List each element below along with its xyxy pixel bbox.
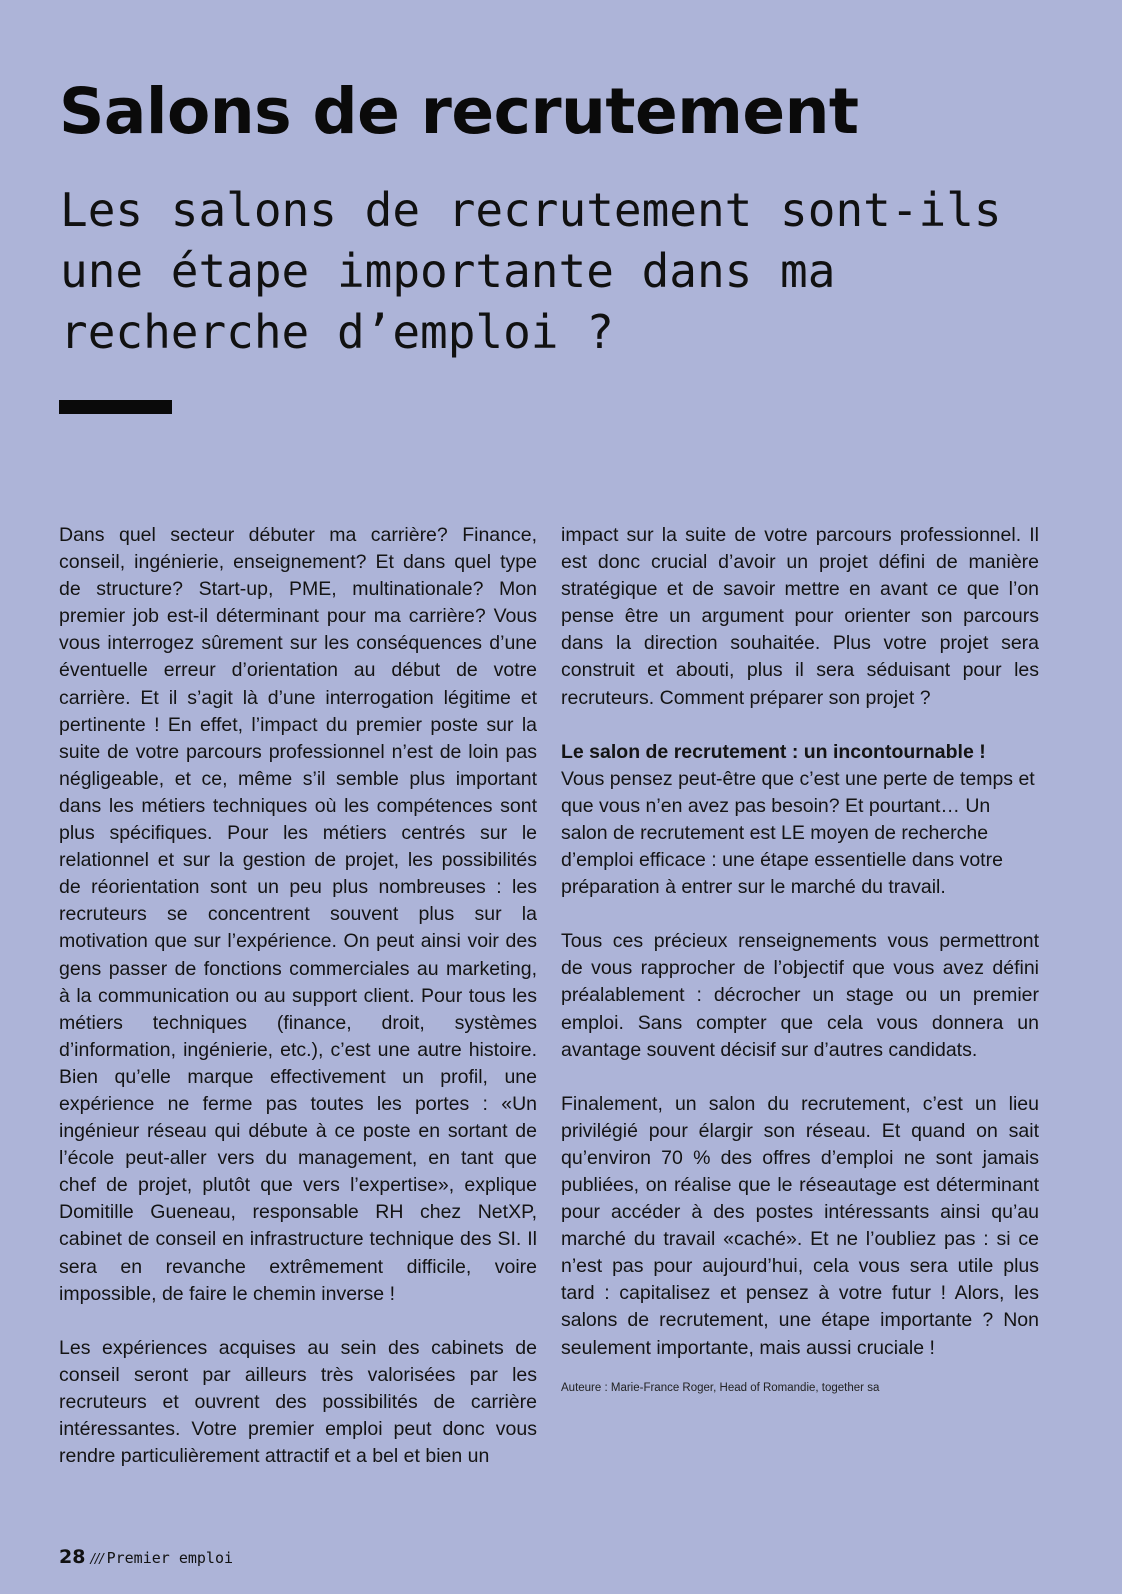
author-credit: Auteure : Marie-France Roger, Head of Romandie, together sa bbox=[561, 1381, 880, 1394]
page-title: Salons de recrutement bbox=[59, 75, 859, 148]
article-column-left bbox=[59, 522, 537, 1470]
article-paragraph: Tous ces précieux renseignements vous permettront de vous rapprocher de l’objectif que vous avez défini préalablement : décrocher un stage ou un premier emploi. Sans compter que cela vous donnera un avantage souvent décisif sur d’autres candidats. bbox=[561, 930, 1039, 1061]
footer-separator: /// bbox=[90, 1552, 104, 1567]
article-section bbox=[561, 739, 1039, 902]
article-paragraph: Dans quel secteur débuter ma carrière? Finance, conseil, ingénierie, enseignement? Et dans quel type de structure? Start-up, PME, multinationale? Mon premier job est-il déterminant pour ma carrière? Vous vous interrogez sûrement sur les conséquences d’une éventuelle erreur d’orientation au début de votre carrière. Et il s’agit là d’une interrogation légitime et pertinente ! En effet, l’impact du premier poste sur la suite de votre parcours professionnel n’est de loin pas négligeable, et ce, même s’il semble plus important dans les métiers techniques où les compétences sont plus spécifiques. Pour les métiers centrés sur le relationnel et sur la gestion de projet, les possibilités de réorientation sont un peu plus nombreuses : les recruteurs se concentrent souvent plus sur la motivation que sur l’expérience. On peut ainsi voir des gens passer de fonctions commerciales au marketing, à la communication ou au support client. Pour tous les métiers techniques (finance, droit, systèmes d’information, ingénierie, etc.), c’est une autre histoire. Bien qu’elle marque effectivement un profil, une expérience ne ferme pas toutes les portes : «Un ingénieur réseau qui débute à ce poste en sortant de l’école peut-aller vers du management, en tant que chef de projet, plutôt que vers l’expertise», explique Domitille Gueneau, responsable RH chez NetXP, cabinet de conseil en infrastructure technique des SI. Il sera en revanche extrêmement difficile, voire impossible, de faire le chemin inverse ! bbox=[59, 524, 537, 1305]
footer-section-name: Premier emploi bbox=[106, 1549, 234, 1567]
article-paragraph: Les expériences acquises au sein des cabinets de conseil seront par ailleurs très valorisées par les recruteurs et ouvrent des possibilités de carrière intéressantes. Votre premier emploi peut donc vous rendre particulièrement attractif et a bel et bien un bbox=[59, 1336, 537, 1468]
article-paragraph: Vous pensez peut-être que c’est une perte de temps et que vous n’en avez pas besoin? Et pourtant… Un salon de recrutement est LE moyen de recherche d’emploi efficace : une étape essentielle dans votre préparation à entrer sur le marché du travail. bbox=[561, 767, 1035, 899]
article-paragraph: impact sur la suite de votre parcours professionnel. Il est donc crucial d’avoir un projet défini de manière stratégique et de savoir mettre en avant ce que l’on pense être un argument pour orienter son parcours dans la direction souhaitée. Plus votre projet sera construit et abouti, plus il sera séduisant pour les recruteurs. Comment préparer son projet ? bbox=[561, 524, 1039, 709]
page-footer bbox=[59, 1546, 233, 1568]
title-divider bbox=[59, 400, 172, 414]
page-number: 28 bbox=[59, 1546, 86, 1568]
article-column-right bbox=[561, 522, 1039, 1396]
page-subtitle: Les salons de recrutement sont-ils une étape importante dans ma recherche d’emploi ? bbox=[60, 183, 1002, 359]
article-paragraph: Finalement, un salon du recrutement, c’est un lieu privilégié pour élargir son réseau. Et quand on sait qu’environ 70 % des offres d’emploi ne sont jamais publiées, on réalise que le réseautage est déterminant pour accéder à des postes intéressants ainsi qu’au marché du travail «caché». Et ne l’oubliez pas : si ce n’est pas pour aujourd’hui, cela vous sera utile plus tard : capitalisez et pensez à votre futur ! Alors, les salons de recrutement, une étape importante ? Non seulement importante, mais aussi cruciale ! bbox=[561, 1092, 1039, 1359]
section-heading: Le salon de recrutement : un incontournable ! bbox=[561, 740, 986, 763]
